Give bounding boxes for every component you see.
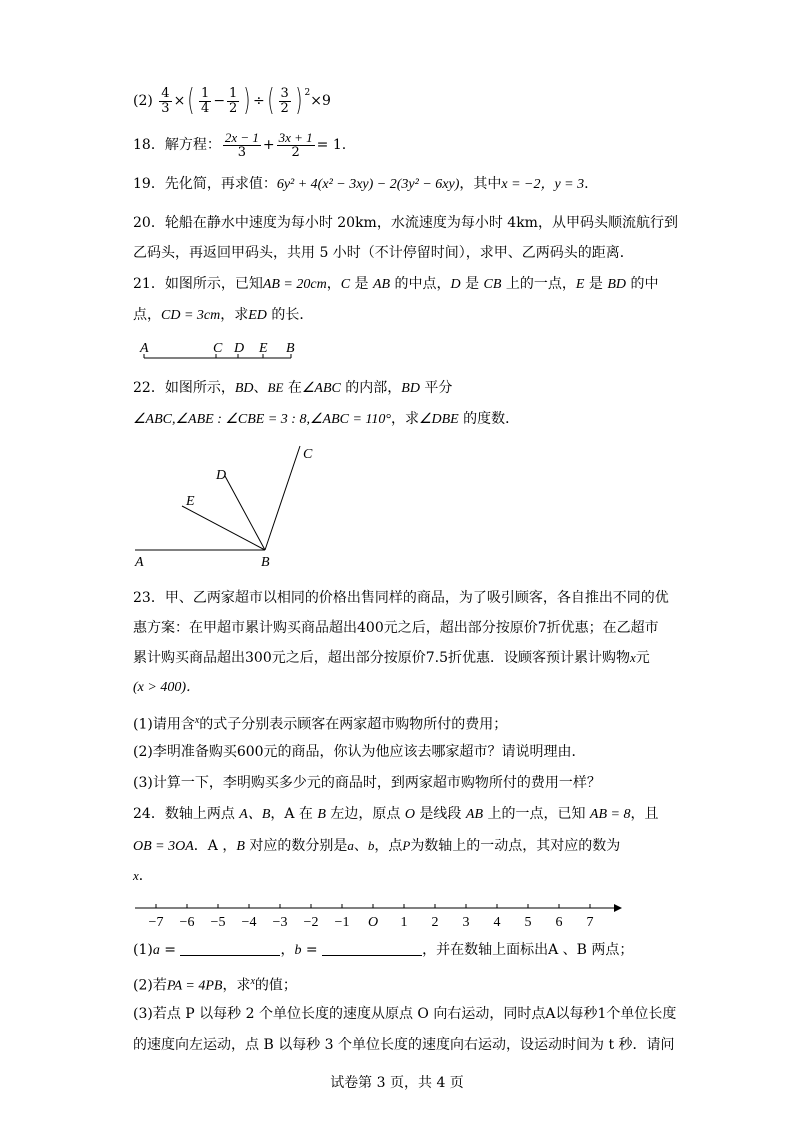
point-label-e: E <box>259 341 268 356</box>
q24-sub2: (2)若PA = 4PB，求$^x$的值； <box>133 976 297 994</box>
number-line <box>130 896 630 936</box>
angle-label-a: A <box>135 555 144 570</box>
angle-label-d: D <box>216 468 227 483</box>
fraction: $\frac{2x - 1}{3}$ <box>224 129 259 160</box>
tick-label: 1 <box>400 915 408 930</box>
point-label-a: A <box>140 341 149 356</box>
q23-line4: (x > 400)． <box>133 680 200 695</box>
q22-angle-figure <box>130 440 330 575</box>
q17-2-expression: (2) $\frac{4}{3}$ ×( $\frac{1}{4}$ − $\frac{1}{2}$ ) ÷( $\frac{3}{2}$ ) $^2$×9 <box>133 83 331 118</box>
tick-label: −7 <box>148 915 164 930</box>
q23-line1: 23．甲、乙两家超市以相同的价格出售同样的商品，为了吸引顾客，各自推出不同的优 <box>133 590 669 606</box>
angle-label-c: C <box>303 447 313 462</box>
tick-label: O <box>367 915 379 930</box>
fraction: $\frac{4}{3}$ <box>161 85 170 116</box>
q24-sub1: (1)a = ，b = ，并在数轴上面标出A 、B 两点； <box>133 942 634 958</box>
q20-line1: 20．轮船在静水中速度为每小时 20km，水流速度为每小时 4km，从甲码头顺流航行到 <box>133 215 678 231</box>
q23-line3: 累计购买商品超出300元之后，超出部分按原价7.5折优惠．设顾客预计累计购物x元 <box>133 650 650 666</box>
q21-line2: 点，CD = 3cm，求ED 的长． <box>133 307 314 323</box>
point-label-d: D <box>234 341 245 356</box>
page-footer: 试卷第 3 页，共 4 页 <box>330 1075 464 1091</box>
tick-label: 4 <box>493 915 501 930</box>
tick-label: −5 <box>210 915 226 930</box>
tick-label: −2 <box>303 915 319 930</box>
q24-sub3-line2: 的速度向左运动，点 B 以每秒 3 个单位长度的速度向右运动，设运动时间为 t 秒．请问 <box>133 1037 675 1053</box>
q21-segment-figure <box>135 336 305 366</box>
tick-label: 7 <box>586 915 594 930</box>
fraction: $\frac{1}{4}$ <box>201 85 210 116</box>
arrow-right-icon <box>614 904 622 912</box>
q22-line1: 22．如图所示，BD、BE 在∠ABC 的内部，BD 平分 <box>133 380 453 396</box>
q22-line2: ∠ABC,∠ABE : ∠CBE = 3 : 8,∠ABC = 110°，求∠DBE 的度数． <box>133 411 520 427</box>
tick-label: 2 <box>431 915 439 930</box>
point-label-c: C <box>213 341 223 356</box>
q24-line3: x． <box>133 868 153 884</box>
fraction: $\frac{3x + 1}{2}$ <box>278 129 313 160</box>
q23-sub2: (2)李明准备购买600元的商品，你认为他应该去哪家超市？请说明理由． <box>133 744 586 760</box>
q24-sub3-line1: (3)若点 P 以每秒 2 个单位长度的速度从原点 O 向右运动，同时点A以每秒1个单位长度 <box>133 1006 677 1022</box>
answer-blank-b[interactable] <box>322 941 422 956</box>
angle-label-b: B <box>261 555 270 570</box>
q18-equation: 18．解方程： $\frac{2x - 1}{3}$ + $\frac{3x + 1}{2}$ = 1. <box>133 129 347 160</box>
q21-line1: 21．如图所示，已知AB = 20cm，C 是 AB 的中点，D 是 CB 上的一点，E 是 BD 的中 <box>133 276 659 292</box>
fraction: $\frac{3}{2}$ <box>280 85 289 116</box>
q23-line2: 惠方案：在甲超市累计购买商品超出400元之后，超出部分按原价7折优惠；在乙超市 <box>133 620 659 636</box>
tick-label: 5 <box>524 915 532 930</box>
q24-line2: OB = 3OA．A ，B 对应的数分别是a、b，点P为数轴上的一动点，其对应的数为 <box>133 838 621 854</box>
angle-label-e: E <box>186 494 195 509</box>
answer-blank-a[interactable] <box>180 941 280 956</box>
tick-label: −1 <box>334 915 350 930</box>
tick-label: 6 <box>555 915 563 930</box>
tick-label: −6 <box>179 915 195 930</box>
q19-problem: 19．先化简，再求值：6y² + 4(x² − 3xy) − 2(3y² − 6xy)，其中x = −2，y = 3. <box>133 176 589 192</box>
q24-line1: 24．数轴上两点 A、B，A 在 B 左边，原点 O 是线段 AB 上的一点，已知 AB = 8，且 <box>133 806 659 822</box>
q23-sub1: (1)请用含$^x$的式子分别表示顾客在两家超市购物所付的费用； <box>133 715 508 733</box>
tick-label: −3 <box>272 915 288 930</box>
q17-2-label: (2) <box>133 93 153 109</box>
q23-sub3: (3)计算一下，李明购买多少元的商品时，到两家超市购物所付的费用一样？ <box>133 775 601 791</box>
fraction: $\frac{1}{2}$ <box>229 85 238 116</box>
tick-label: −4 <box>241 915 257 930</box>
point-label-b: B <box>286 341 295 356</box>
q20-line2: 乙码头，再返回甲码头，共用 5 小时（不计停留时间），求甲、乙两码头的距离． <box>133 245 634 261</box>
tick-label: 3 <box>462 915 470 930</box>
